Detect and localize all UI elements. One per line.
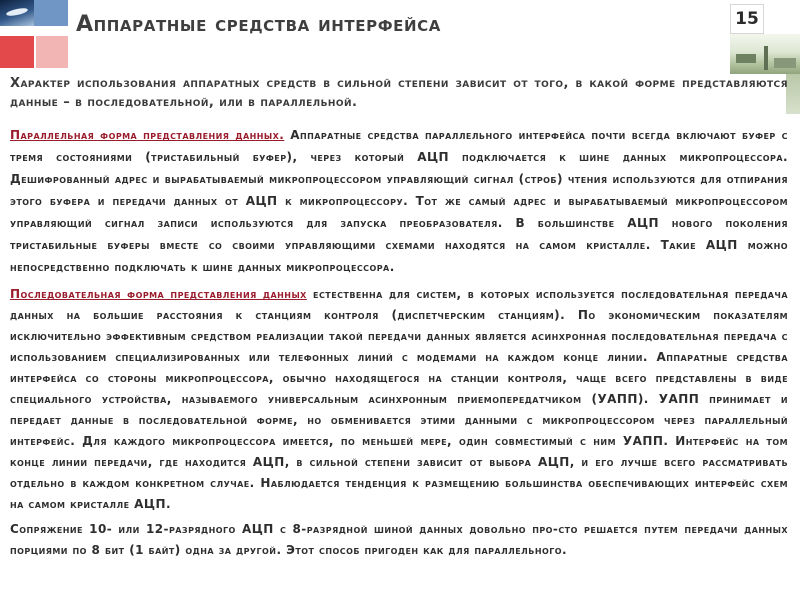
slide-number: 15 — [730, 4, 764, 34]
serial-form-text: естественна для систем, в которых используется последовательная передача данных на большие расстояния к станциям контроля (диспетчерским станциям). По экономическим показателям исключительно эффективным средством реализации такой передачи данных является асинхронная последовательная передача с использованием специализированных или телефонных линий с модемами на каждом конце линии. Аппаратные средства интерфейса со стороны микропроцессора, обычно находящегося на станции контроля, чаще всего представлены в виде специального устройства, называемого универсальным асинхронным приемопередатчиком (УАПП). УАПП принимает и передает данные в последовательной форме, но обменивается этими данными с микропроцессором через параллельный интерфейс. Для каждого микропроцессора имеется, по меньшей мере, один совместимый с ним УАПП. Интерфейс на том конце линии передачи, где находится АЦП, в сильной степени зависит от выбора АЦП, и его лучше всего рассматривать отдельно в каждом конкретном случае. Наблюдается тенденция к размещению большинства обеспечивающих интерфейс схем на самом кристалле АЦП. — [10, 287, 788, 511]
corner-decorative-strip — [786, 74, 800, 114]
logo-red-square — [0, 36, 34, 68]
parallel-form-text: Аппаратные средства параллельного интерфейса почти всегда включают буфер с тремя состояниями (тристабильный буфер), через который АЦП подключается к шине данных микропроцессора. Дешифрованный адрес и вырабатываемый микропроцессором управляющий сигнал (строб) чтения используются для отпирания этого буфера и передачи данных от АЦП к микропроцессору. Тот же самый адрес и вырабатываемый микропроцессором управляющий сигнал записи используются для запуска преобразователя. В большинстве АЦП нового поколения тристабильные буферы вместе со своими управляющими схемами находятся на самом кристалле. Такие АЦП можно непосредственно подключать к шине данных микропроцессора. — [10, 128, 788, 274]
photo-shape — [774, 58, 796, 68]
parallel-form-term: Параллельная форма представления данных. — [10, 128, 285, 142]
parallel-form-paragraph — [10, 124, 788, 278]
photo-shape — [736, 54, 756, 63]
slide-logo — [0, 0, 70, 76]
serial-form-paragraph — [10, 284, 788, 515]
serial-form-term: Последовательная форма представления данных — [10, 287, 307, 301]
logo-photo-thumbnail — [0, 0, 34, 26]
corner-decorative-photo — [730, 34, 800, 74]
photo-shape — [764, 46, 768, 70]
conversion-paragraph: Сопряжение 10- или 12-разрядного АЦП с 8-разрядной шиной данных довольно про-сто решается путем передачи данных порциями по 8 бит (1 байт) одна за другой. Этот способ пригоден как для параллельного. — [10, 522, 788, 557]
logo-blue-square — [34, 0, 68, 26]
logo-pink-square — [36, 36, 68, 68]
slide-body — [10, 74, 788, 561]
slide-title: Аппаратные средства интерфейса — [76, 12, 442, 37]
intro-paragraph: Характер использования аппаратных средств в сильной степени зависит от того, в какой форме представляются данные – в последовательной, или в параллельной. — [10, 76, 788, 110]
